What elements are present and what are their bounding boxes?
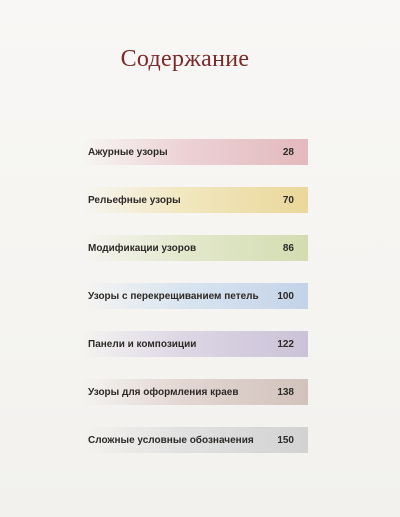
toc-entry-page: 122 <box>277 338 294 350</box>
table-of-contents <box>82 139 308 475</box>
toc-entry-panels-and-compositions[interactable] <box>82 331 308 357</box>
toc-entry-page: 100 <box>277 290 294 302</box>
page-title: Содержание <box>120 46 250 72</box>
toc-entry-page: 86 <box>282 242 294 254</box>
toc-entry-label: Ажурные узоры <box>88 146 168 158</box>
toc-entry-label: Узоры с перекрещиванием петель <box>88 290 259 302</box>
toc-entry-label: Узоры для оформления краев <box>88 386 239 398</box>
toc-entry-page: 70 <box>282 194 294 206</box>
toc-entry-crossed-stitch-patterns[interactable] <box>82 283 308 309</box>
toc-entry-relief-patterns[interactable] <box>82 187 308 213</box>
toc-entry-label: Рельефные узоры <box>88 194 181 206</box>
toc-entry-page: 150 <box>277 434 294 446</box>
toc-entry-label: Сложные условные обозначения <box>88 434 254 446</box>
toc-entry-page: 28 <box>282 146 294 158</box>
toc-entry-complex-symbols[interactable] <box>82 427 308 453</box>
toc-entry-label: Модификации узоров <box>88 242 197 254</box>
toc-entry-edge-patterns[interactable] <box>82 379 308 405</box>
toc-entry-openwork-patterns[interactable] <box>82 139 308 165</box>
toc-entry-label: Панели и композиции <box>88 338 197 350</box>
toc-entry-page: 138 <box>277 386 294 398</box>
toc-entry-pattern-modifications[interactable] <box>82 235 308 261</box>
